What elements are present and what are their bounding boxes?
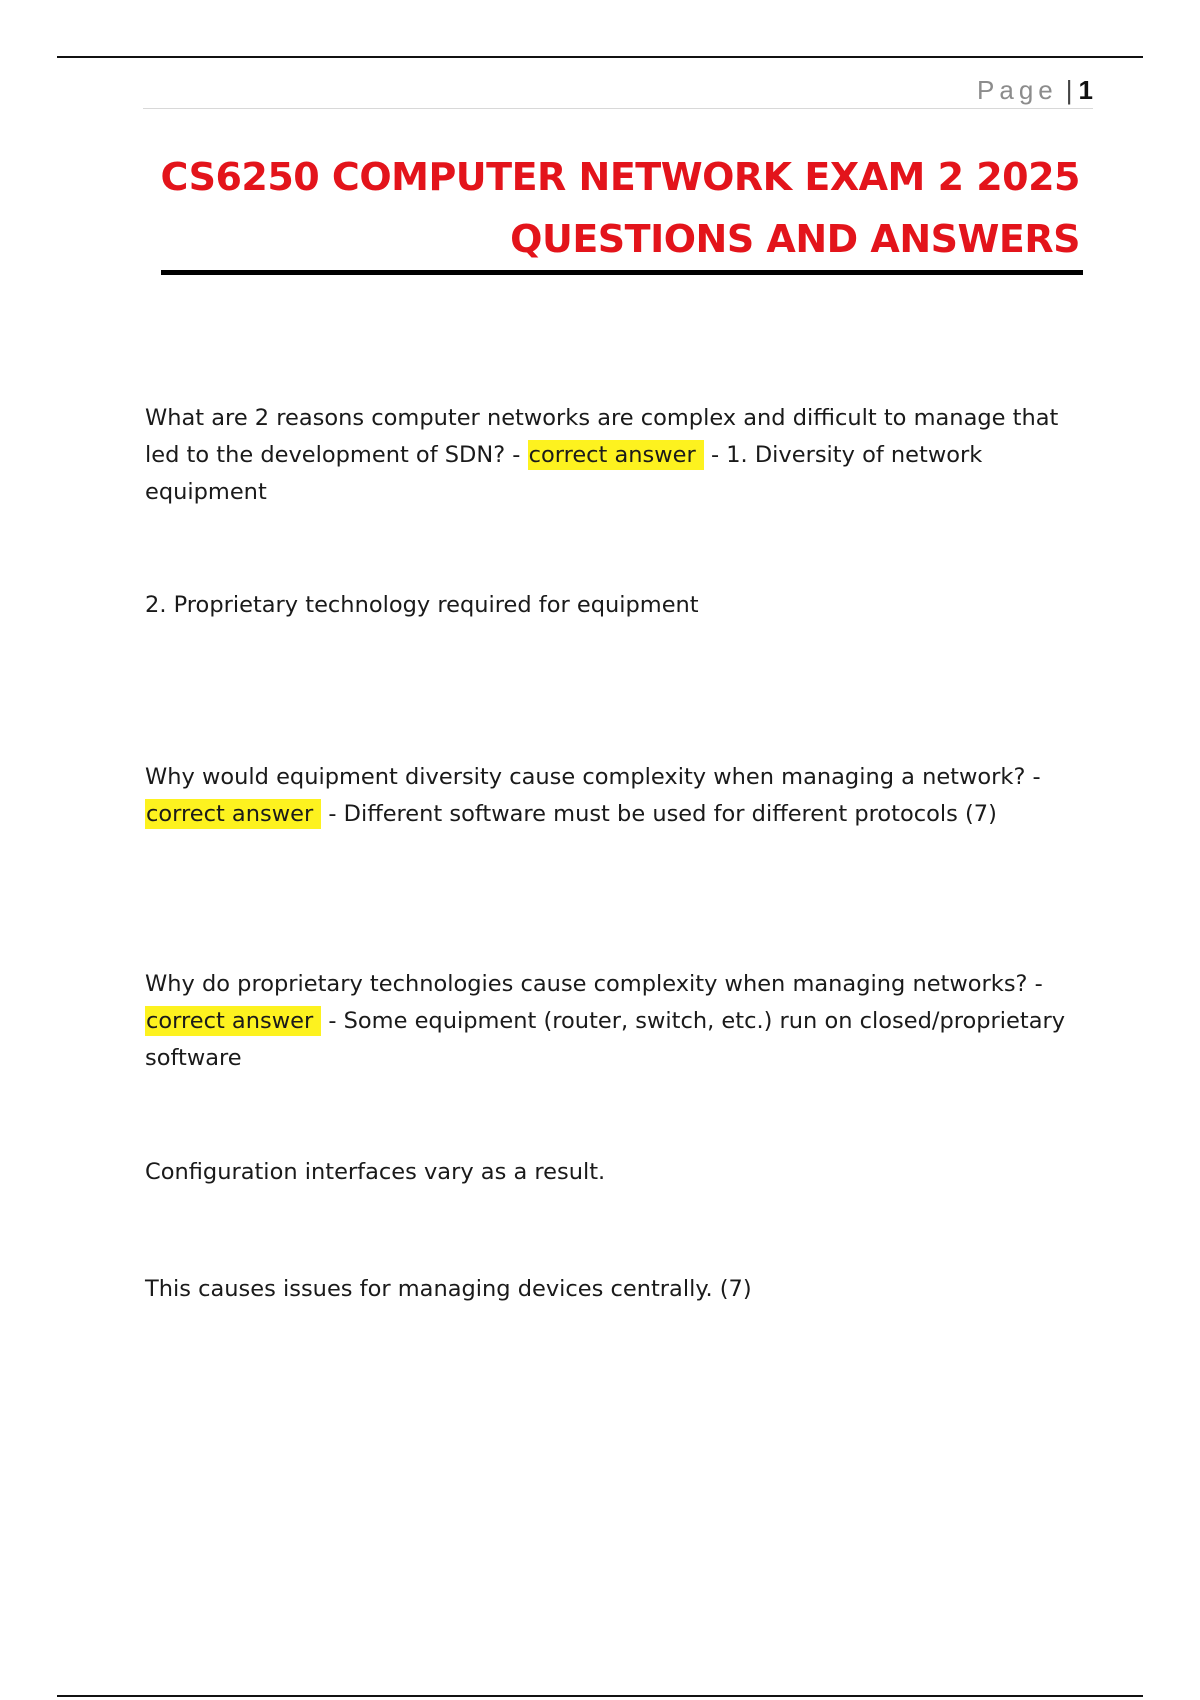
- title-underline: [161, 270, 1083, 275]
- page-separator: |: [1065, 75, 1073, 105]
- question-1-answer: - 1. Diversity of network equipment: [145, 442, 983, 505]
- question-2: [145, 759, 1095, 833]
- question-1-continuation: 2. Proprietary technology required for equipment: [145, 592, 699, 618]
- page-number: 1: [1078, 75, 1093, 105]
- document-title: [160, 146, 1080, 270]
- question-3-answer: - Some equipment (router, switch, etc.) run on closed/proprietary software: [145, 1008, 1066, 1071]
- bottom-border-rule: [57, 1695, 1143, 1697]
- question-2-text: Why would equipment diversity cause complexity when managing a network? -: [145, 764, 1041, 790]
- question-3: [145, 966, 1095, 1077]
- title-line-1: CS6250 COMPUTER NETWORK EXAM 2 2025: [160, 155, 1080, 199]
- answer-highlight: correct answer: [528, 440, 704, 470]
- page-label: Page: [977, 75, 1058, 105]
- question-1: [145, 400, 1095, 511]
- page-header: [143, 72, 1093, 109]
- question-3-continuation-1: Configuration interfaces vary as a result.: [145, 1159, 606, 1185]
- question-1-text: What are 2 reasons computer networks are complex and difficult to manage that led to the development of SDN? -: [145, 405, 1059, 468]
- question-2-answer: - Different software must be used for different protocols (7): [328, 801, 997, 827]
- answer-highlight: correct answer: [145, 1006, 321, 1036]
- answer-highlight: correct answer: [145, 799, 321, 829]
- question-3-text: Why do proprietary technologies cause complexity when managing networks? -: [145, 971, 1043, 997]
- top-border-rule: [57, 56, 1143, 58]
- question-3-continuation-2: This causes issues for managing devices centrally. (7): [145, 1276, 752, 1302]
- title-line-2: QUESTIONS AND ANSWERS: [510, 217, 1080, 261]
